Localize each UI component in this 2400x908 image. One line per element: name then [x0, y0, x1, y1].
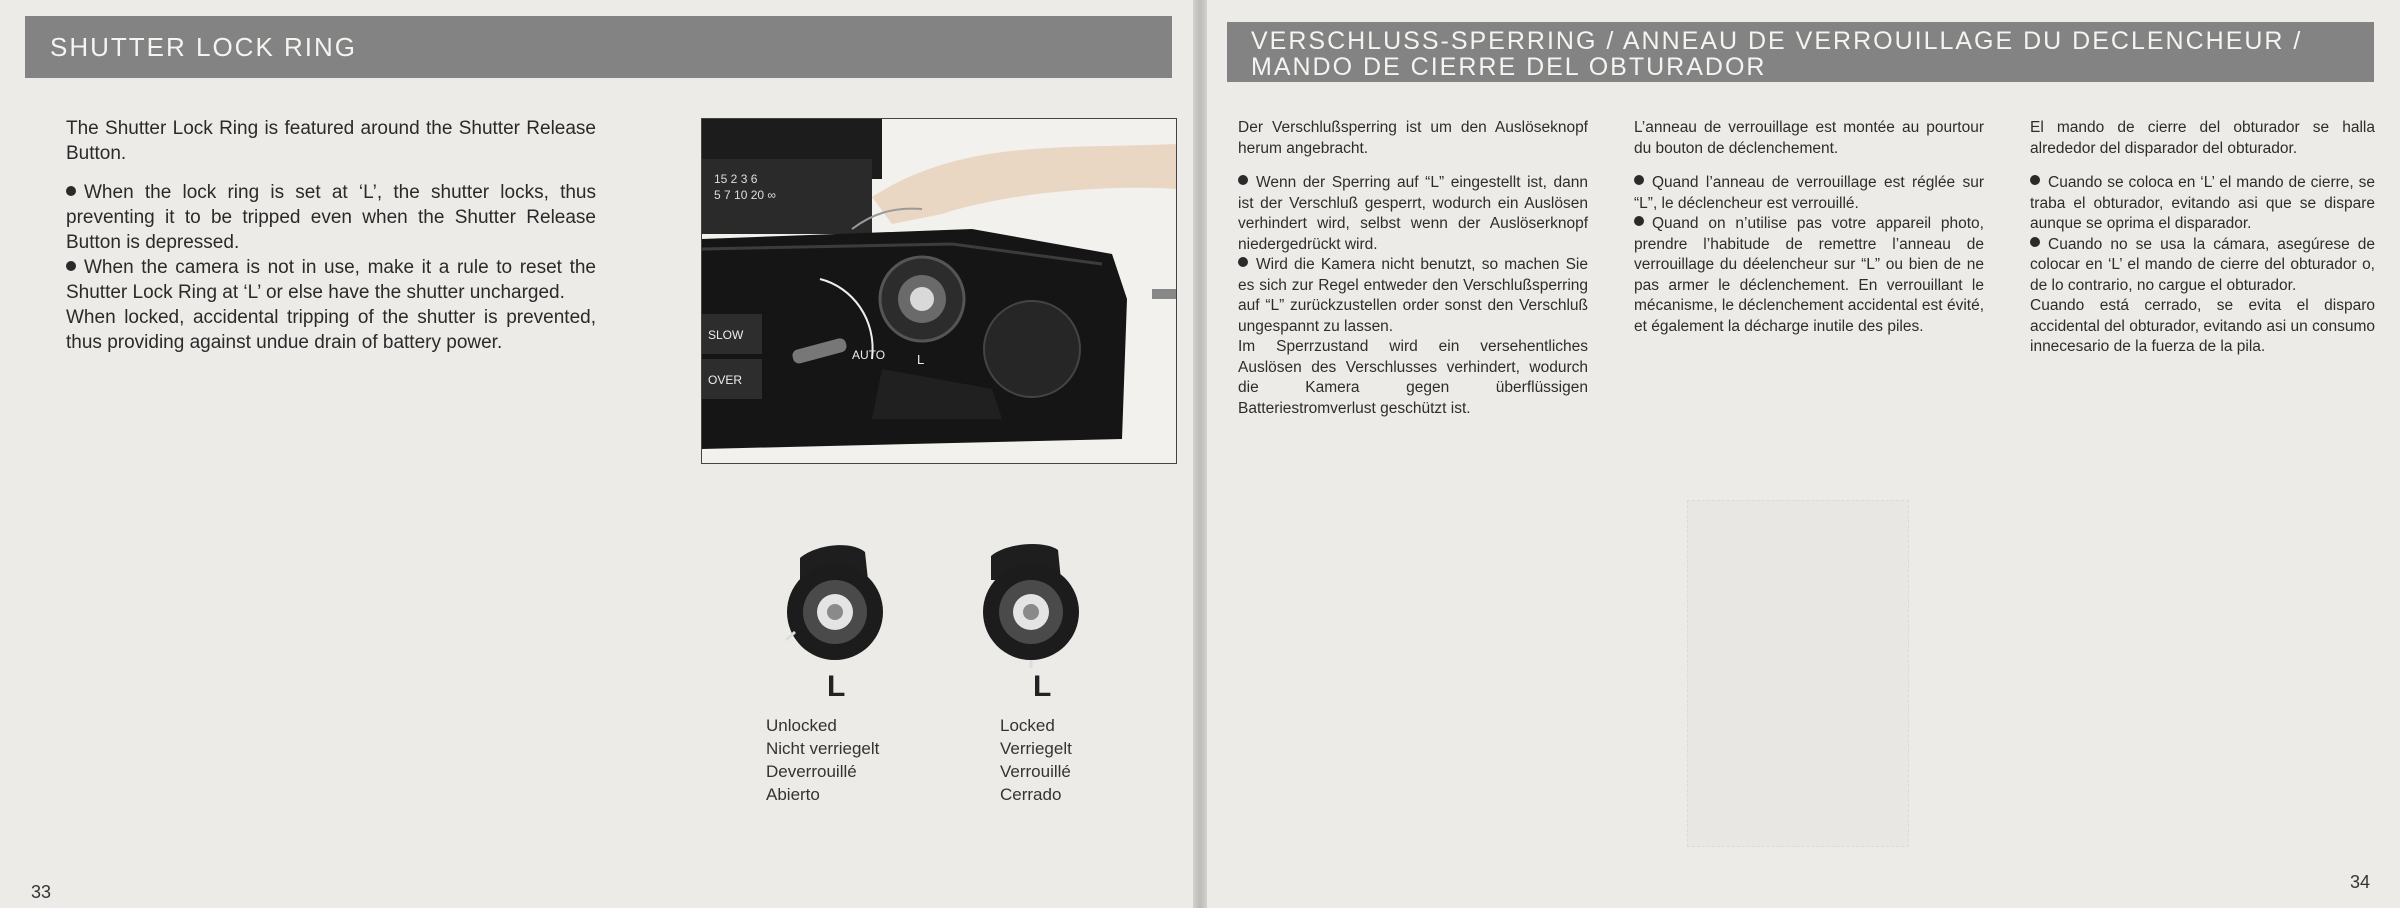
bullet-icon	[66, 261, 76, 271]
scale-top-text: 15 2 3 6	[714, 172, 758, 186]
page-number: 34	[2350, 872, 2371, 892]
locked-caption: Locked Verriegelt Verrouillé Cerrado	[1000, 716, 1072, 804]
l-label: L	[917, 352, 925, 367]
show-through-shadow	[1687, 500, 1909, 847]
scale-bottom-text: 5 7 10 20 ∞	[714, 188, 776, 202]
unlocked-caption: Unlocked Nicht verriegelt Deverrouillé Abierto	[766, 716, 880, 804]
over-label: OVER	[708, 373, 743, 387]
bullet-icon	[1238, 257, 1248, 267]
bullet-icon	[66, 186, 76, 196]
slow-label: SLOW	[708, 328, 744, 342]
bullet-paragraph: Cuando no se usa la cámara, asegúrese de colocar en ‘L’ el mando de cierre del obturador o, de lo contrario, no cargue el obturador.	[2030, 235, 2375, 294]
english-text	[66, 116, 596, 355]
unlocked-ring-figure	[770, 540, 900, 670]
bullet-paragraph: Quand on n’utilise pas votre appareil photo, prendre l’habitude de remettre l’anneau de verrouillage du déelencheur sur “L” ou bien de ne pas armer le déclenchement. En verrouillant le mécanisme, le déclenchement accidental est évité, et également la décharge inutile des piles.	[1634, 215, 1984, 335]
page-title: VERSCHLUSS-SPERRING / ANNEAU DE VERROUILLAGE DU DECLENCHEUR / MANDO DE CIERRE DEL OBTURADOR	[1227, 22, 2374, 82]
left-page	[0, 0, 1193, 908]
bullet-paragraph: Wenn der Sperring auf “L” eingestellt ist, dann ist der Verschluß gesperrt, wodurch ein Auslösen verhindert wird, selbst wenn der Auslöserknopf niedergedrückt wird.	[1238, 174, 1588, 253]
bullet-icon	[2030, 237, 2040, 247]
camera-photo	[701, 118, 1177, 464]
bullet-icon	[2030, 175, 2040, 185]
closing-paragraph: When locked, accidental tripping of the shutter is prevented, thus providing against undue drain of battery power.	[66, 307, 596, 353]
french-column: L’anneau de verrouillage est montée au pourtour du bouton de déclenchement. Quand l’anneau de verrouillage est réglée sur “L”, le déclencheur est verrouillé. Quand on n’utilise pas votre appareil photo, prendre l’habitude de remettre l’anneau de verrouillage du déelencheur sur “L” ou bien de ne pas armer le déclenchement. En verrouillant le mécanisme, le déclenchement accidental est évité, et également la décharge inutile des piles.	[1634, 118, 1984, 337]
unlocked-l-mark: L	[827, 670, 846, 703]
auto-label: AUTO	[852, 348, 886, 362]
bullet-paragraph: Quand l’anneau de verrouillage est réglée sur “L”, le déclencheur est verrouillé.	[1634, 174, 1984, 212]
spanish-column: El mando de cierre del obturador se halla alrededor del disparador del obturador. Cuando se coloca en ‘L’ el mando de cierre, se traba el obturador, evitando asi que se dispare aunque se oprima el disparador. Cuando no se usa la cámara, asegúrese de colocar en ‘L’ el mando de cierre del obturador o, de lo contrario, no cargue el obturador. Cuando está cerrado, se evita el disparo accidental del obturador, evitando asi un consumo innecesario de la fuerza de la pila.	[2030, 119, 2375, 355]
german-column: Der Verschlußsperring ist um den Auslöseknopf herum angebracht. Wenn der Sperring auf “L” eingestellt ist, dann ist der Verschluß gesperrt, wodurch ein Auslösen verhindert wird, selbst wenn der Auslöserknopf niedergedrückt wird. Wird die Kamera nicht benutzt, so machen Sie es sich zur Regel entweder den Verschlußsperring auf “L” zurückzustellen order sonst den Verschluß ungespannt zu lassen. Im Sperrzustand wird ein versehentliches Auslösen des Verschlusses verhindert, wodurch die Kamera gegen überflüssigen Batteriestromverlust geschützt ist.	[1238, 119, 1588, 417]
bullet-paragraph: When the lock ring is set at ‘L’, the shutter locks, thus preventing it to be tripped even when the Shutter Release Button is depressed.	[66, 182, 596, 253]
locked-ring-figure	[966, 540, 1096, 670]
bullet-icon	[1634, 175, 1644, 185]
book-gutter	[1193, 0, 1207, 908]
bullet-paragraph: Wird die Kamera nicht benutzt, so machen Sie es sich zur Regel entweder den Verschlußsperring auf “L” zurückzustellen order sonst den Verschluß ungespannt zu lassen.	[1238, 256, 1588, 335]
right-page	[1207, 0, 2400, 908]
intro-paragraph: The Shutter Lock Ring is featured around the Shutter Release Button.	[66, 118, 596, 164]
locked-l-mark: L	[1033, 670, 1052, 703]
bullet-icon	[1238, 175, 1248, 185]
bullet-icon	[1634, 216, 1644, 226]
page-title: SHUTTER LOCK RING	[25, 16, 1172, 78]
bullet-paragraph: When the camera is not in use, make it a rule to reset the Shutter Lock Ring at ‘L’ or else have the shutter uncharged.	[66, 257, 596, 303]
page-number: 33	[31, 882, 52, 902]
bullet-paragraph: Cuando se coloca en ‘L’ el mando de cierre, se traba el obturador, evitando asi que se dispare aunque se oprima el disparador.	[2030, 174, 2375, 232]
